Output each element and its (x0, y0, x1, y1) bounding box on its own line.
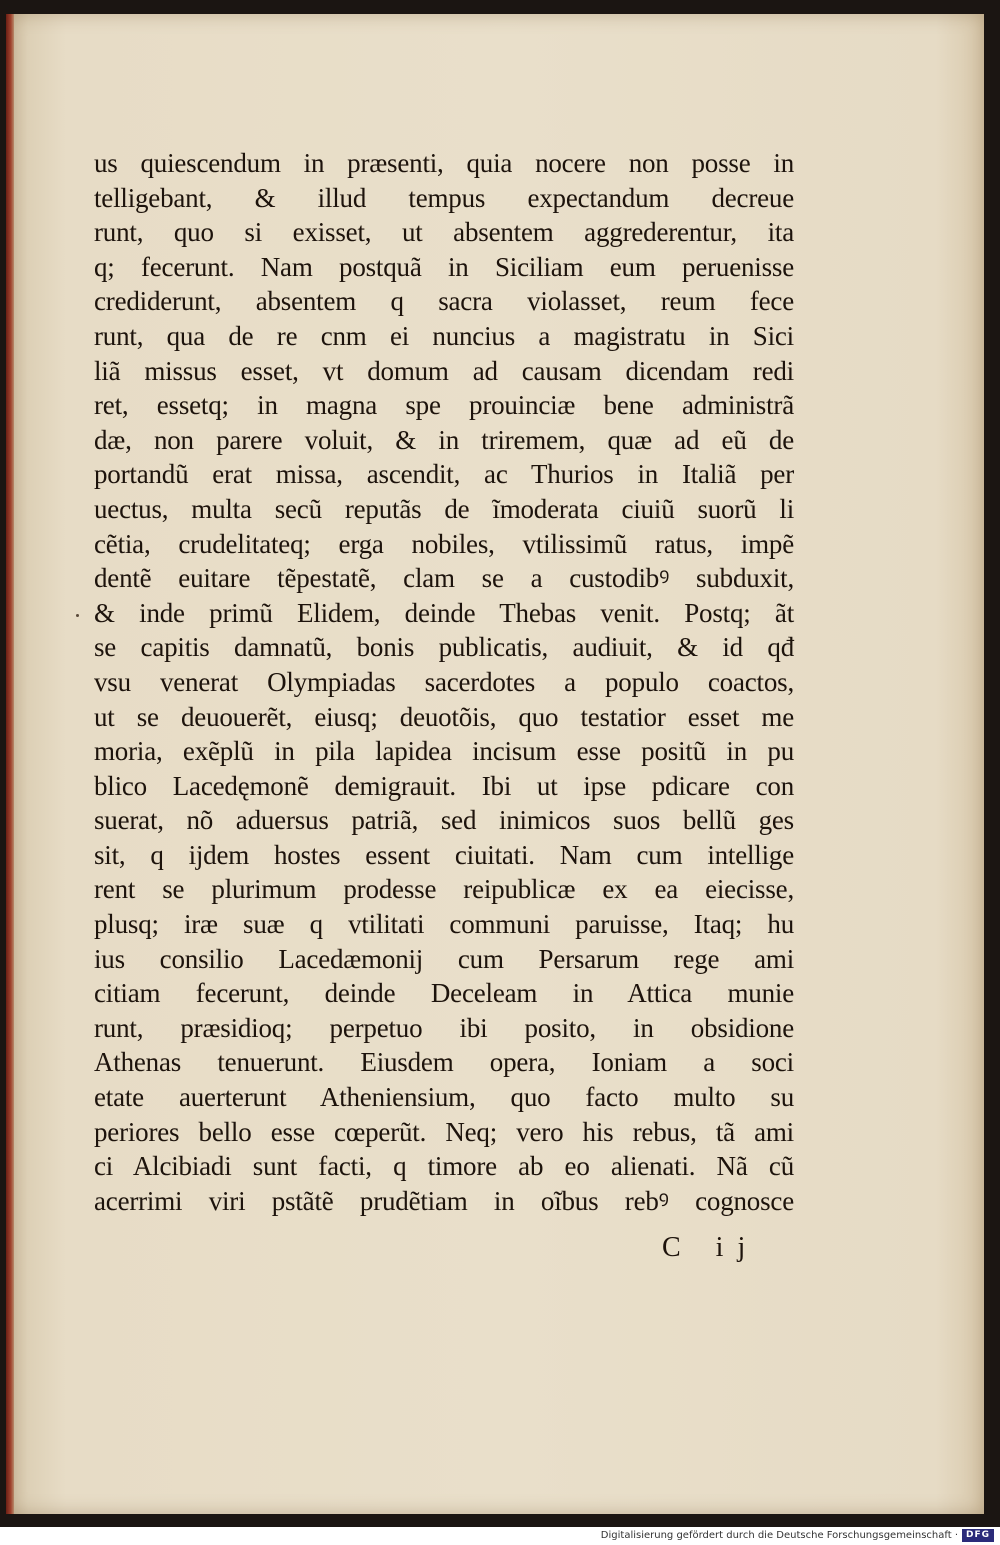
text-line: ci Alcibiadi sunt facti, q timore ab eo alienati. Nã cũ (94, 1151, 794, 1182)
text-line: blico Lacedęmonẽ demigrauit. Ibi ut ipse pdicare con (94, 770, 794, 801)
signature-mark: C ij (662, 1232, 760, 1263)
text-line: plusq; iræ suæ q vtilitati communi paruisse, Itaq; hu (94, 909, 794, 940)
text-line: se capitis damnatũ, bonis publicatis, audiuit, & id qđ (94, 632, 794, 663)
text-line: rent se plurimum prodesse reipublicæ ex ea eiecisse, (94, 874, 794, 905)
text-line: & inde primũ Elidem, deinde Thebas venit. Postq; ãt (94, 597, 794, 628)
text-line: q; fecerunt. Nam postquã in Siciliam eum peruenisse (94, 251, 794, 282)
margin-dot (76, 614, 79, 617)
text-line: suerat, nõ aduersus patriã, sed inimicos suos bellũ ges (94, 805, 794, 836)
text-line: dentẽ euitare tẽpestatẽ, clam se a custodibꝰ subduxit, (94, 563, 794, 594)
text-line: ret, essetq; in magna spe prouinciæ bene administrã (94, 390, 794, 421)
text-line: ut se deuouerẽt, eiusq; deuotõis, quo testatior esset me (94, 701, 794, 732)
text-line: us quiescendum in præsenti, quia nocere non posse in (94, 148, 794, 178)
text-line: uectus, multa secũ reputãs de ĩmoderata ciuiũ suorũ li (94, 493, 794, 524)
text-line: dæ, non parere voluit, & in triremem, quæ ad eũ de (94, 424, 794, 455)
text-line: ius consilio Lacedæmonij cum Persarum rege ami (94, 943, 794, 974)
text-line: acerrimi viri pstãtẽ prudẽtiam in oĩbus rebꝰ cognosce (94, 1185, 794, 1216)
page-spine-edge (6, 14, 14, 1514)
text-line: runt, qua de re cnm ei nuncius a magistratu in Sici (94, 320, 794, 351)
text-line: runt, quo si exisset, ut absentem aggrederentur, ita (94, 217, 794, 248)
book-page (6, 14, 984, 1514)
text-line: sit, q ijdem hostes essent ciuitati. Nam cum intellige (94, 839, 794, 870)
text-line: Athenas tenuerunt. Eiusdem opera, Ioniam a soci (94, 1047, 794, 1078)
dfg-logo[interactable]: DFG (962, 1529, 994, 1542)
text-line: etate auerterunt Atheniensium, quo facto multo su (94, 1082, 794, 1113)
text-line: telligebant, & illud tempus expectandum decreue (94, 182, 794, 213)
text-line: portandũ erat missa, ascendit, ac Thurios in Italiã per (94, 459, 794, 490)
funding-credit: Digitalisierung gefördert durch die Deutsche Forschungsgemeinschaft · (600, 1530, 958, 1541)
text-line: vsu venerat Olympiadas sacerdotes a populo coactos, (94, 666, 794, 697)
text-line: citiam fecerunt, deinde Deceleam in Attica munie (94, 978, 794, 1009)
text-line: crediderunt, absentem q sacra violasset, reum fece (94, 286, 794, 317)
text-line: runt, præsidioq; perpetuo ibi posito, in obsidione (94, 1012, 794, 1043)
text-line: periores bello esse cœperũt. Neq; vero his rebus, tã ami (94, 1116, 794, 1147)
footer-bar (0, 1527, 1000, 1545)
text-line: moria, exẽplũ in pila lapidea incisum esse positũ in pu (94, 736, 794, 767)
body-text (94, 146, 794, 1218)
text-line: liã missus esset, vt domum ad causam dicendam redi (94, 355, 794, 386)
text-line: cẽtia, crudelitateq; erga nobiles, vtilissimũ ratus, impẽ (94, 528, 794, 559)
